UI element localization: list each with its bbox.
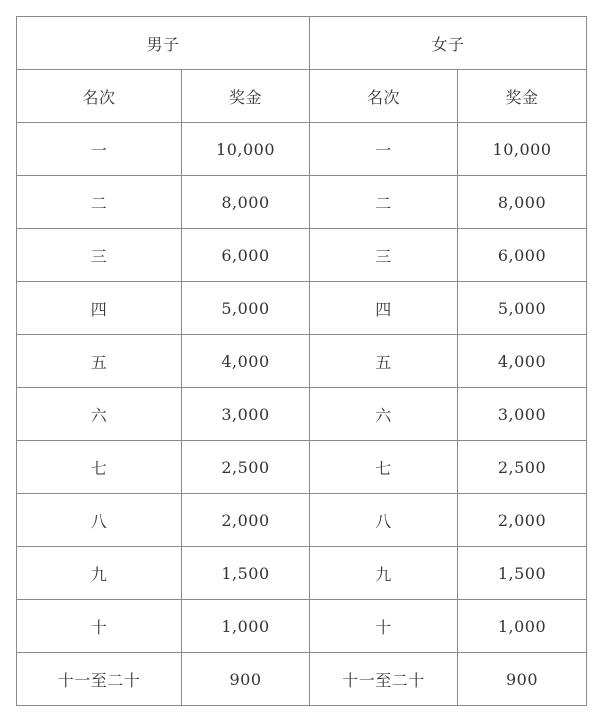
men-rank-cell: 十 xyxy=(17,600,182,653)
men-prize-cell: 4,000 xyxy=(182,335,310,388)
men-prize-cell: 5,000 xyxy=(182,282,310,335)
women-prize-cell: 4,000 xyxy=(458,335,587,388)
men-rank-cell: 十一至二十 xyxy=(17,653,182,706)
men-rank-cell: 八 xyxy=(17,494,182,547)
men-rank-cell: 七 xyxy=(17,441,182,494)
women-prize-cell: 5,000 xyxy=(458,282,587,335)
women-prize-cell: 900 xyxy=(458,653,587,706)
men-rank-cell: 九 xyxy=(17,547,182,600)
women-prize-cell: 3,000 xyxy=(458,388,587,441)
women-prize-cell: 2,000 xyxy=(458,494,587,547)
men-prize-cell: 2,000 xyxy=(182,494,310,547)
women-prize-cell: 2,500 xyxy=(458,441,587,494)
women-rank-cell: 一 xyxy=(310,123,458,176)
women-group-header: 女子 xyxy=(310,17,587,70)
women-prize-cell: 6,000 xyxy=(458,229,587,282)
men-prize-cell: 1,500 xyxy=(182,547,310,600)
men-prize-header: 奖金 xyxy=(182,70,310,123)
women-rank-cell: 九 xyxy=(310,547,458,600)
men-rank-cell: 一 xyxy=(17,123,182,176)
table-row xyxy=(17,123,587,176)
table-row xyxy=(17,282,587,335)
women-rank-header: 名次 xyxy=(310,70,458,123)
table-row xyxy=(17,229,587,282)
men-rank-header: 名次 xyxy=(17,70,182,123)
table-row xyxy=(17,494,587,547)
men-rank-cell: 六 xyxy=(17,388,182,441)
group-header-row xyxy=(17,17,587,70)
table-row xyxy=(17,653,587,706)
table-row xyxy=(17,388,587,441)
women-rank-cell: 七 xyxy=(310,441,458,494)
women-rank-cell: 五 xyxy=(310,335,458,388)
women-prize-header: 奖金 xyxy=(458,70,587,123)
prize-money-table xyxy=(16,16,587,706)
women-rank-cell: 十一至二十 xyxy=(310,653,458,706)
men-prize-cell: 3,000 xyxy=(182,388,310,441)
column-header-row xyxy=(17,70,587,123)
men-prize-cell: 2,500 xyxy=(182,441,310,494)
women-prize-cell: 1,000 xyxy=(458,600,587,653)
table-body xyxy=(17,17,587,706)
men-rank-cell: 二 xyxy=(17,176,182,229)
women-rank-cell: 二 xyxy=(310,176,458,229)
men-prize-cell: 10,000 xyxy=(182,123,310,176)
women-prize-cell: 8,000 xyxy=(458,176,587,229)
women-prize-cell: 10,000 xyxy=(458,123,587,176)
table-row xyxy=(17,176,587,229)
women-rank-cell: 六 xyxy=(310,388,458,441)
men-prize-cell: 8,000 xyxy=(182,176,310,229)
women-rank-cell: 八 xyxy=(310,494,458,547)
men-rank-cell: 五 xyxy=(17,335,182,388)
women-rank-cell: 十 xyxy=(310,600,458,653)
men-rank-cell: 四 xyxy=(17,282,182,335)
men-rank-cell: 三 xyxy=(17,229,182,282)
men-prize-cell: 1,000 xyxy=(182,600,310,653)
table-row xyxy=(17,547,587,600)
men-group-header: 男子 xyxy=(17,17,310,70)
table-row xyxy=(17,441,587,494)
men-prize-cell: 6,000 xyxy=(182,229,310,282)
women-rank-cell: 四 xyxy=(310,282,458,335)
table-row xyxy=(17,335,587,388)
table-row xyxy=(17,600,587,653)
men-prize-cell: 900 xyxy=(182,653,310,706)
women-rank-cell: 三 xyxy=(310,229,458,282)
women-prize-cell: 1,500 xyxy=(458,547,587,600)
